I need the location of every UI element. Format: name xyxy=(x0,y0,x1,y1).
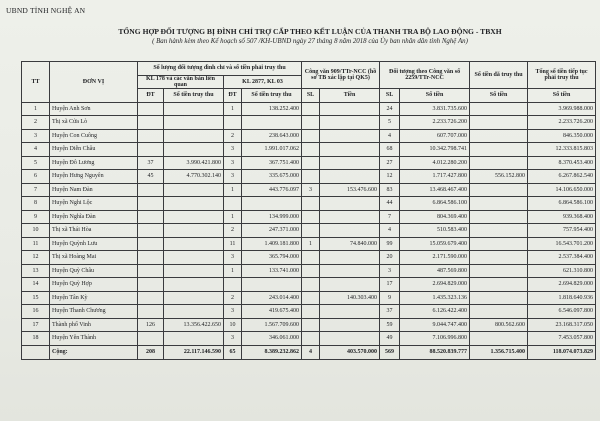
cell-kl2877-dt: 1 xyxy=(224,102,242,116)
cell-kl2877-dt: 3 xyxy=(224,251,242,265)
cell-cv2259-tien: 3.831.735.600 xyxy=(400,102,470,116)
cell-cv909-sl: 3 xyxy=(302,183,320,197)
cell-kl2877-tien: 419.675.400 xyxy=(242,305,302,319)
table-row xyxy=(22,278,596,292)
cell-kl2877-dt: 1 xyxy=(224,264,242,278)
header-sl: SL xyxy=(380,89,400,103)
header-sotien: Số tiền xyxy=(400,89,470,103)
cell-kl2877-tien xyxy=(242,116,302,130)
cell-kl178-dt xyxy=(138,183,164,197)
cell-cv2259-sl: 5 xyxy=(380,116,400,130)
cell-kl2877-tien: 247.371.000 xyxy=(242,224,302,238)
cell-kl178-dt xyxy=(138,237,164,251)
cell-tt: 10 xyxy=(22,224,50,238)
cell-da-truy-thu xyxy=(470,197,528,211)
cell-tt: 16 xyxy=(22,305,50,319)
cell-da-truy-thu xyxy=(470,251,528,265)
cell-tiep-tuc-truy-thu: 846.350.000 xyxy=(528,129,596,143)
cell-kl178-dt xyxy=(138,197,164,211)
table-row xyxy=(22,264,596,278)
cell-kl178-dt xyxy=(138,291,164,305)
cell-cv2259-tien: 2.694.829.000 xyxy=(400,278,470,292)
cell-kl2877-dt: 11 xyxy=(224,237,242,251)
cell-cv909-tien xyxy=(320,197,380,211)
cell-cv2259-sl: 68 xyxy=(380,143,400,157)
cell-kl2877-tien: 243.014.400 xyxy=(242,291,302,305)
cell-don-vi: Huyện Con Cuông xyxy=(50,129,138,143)
cell-kl178-tien xyxy=(164,183,224,197)
organization-name: UBND TỈNH NGHỆ AN xyxy=(6,6,86,15)
cell-tt: 5 xyxy=(22,156,50,170)
cell-kl178-tien xyxy=(164,210,224,224)
cell-kl178-tien xyxy=(164,264,224,278)
cell-kl178-tien xyxy=(164,143,224,157)
cell-don-vi: Huyện Nghĩa Đàn xyxy=(50,210,138,224)
cell-cv909-tien xyxy=(320,102,380,116)
cell-cv2259-sl: 37 xyxy=(380,305,400,319)
header-tien: Tiền xyxy=(320,89,380,103)
cell-don-vi: Huyện Đô Lương xyxy=(50,156,138,170)
header-donvi: ĐƠN VỊ xyxy=(50,62,138,103)
cell-cv909-sl xyxy=(302,291,320,305)
cell-cv2259-sl: 44 xyxy=(380,197,400,211)
cell-kl2877-tien xyxy=(242,197,302,211)
table-row xyxy=(22,251,596,265)
total-cell-tt xyxy=(22,345,50,359)
cell-kl178-tien xyxy=(164,224,224,238)
table-row xyxy=(22,210,596,224)
table-row xyxy=(22,291,596,305)
cell-cv2259-tien: 10.342.798.741 xyxy=(400,143,470,157)
cell-tt: 2 xyxy=(22,116,50,130)
header-group-dinh-chi: Số lượng đối tượng đình chỉ và số tiền phải truy thu xyxy=(138,62,302,76)
total-cell-cv909-sl: 4 xyxy=(302,345,320,359)
cell-kl2877-dt: 3 xyxy=(224,143,242,157)
cell-don-vi: Thị xã Cửa Lò xyxy=(50,116,138,130)
summary-table xyxy=(21,61,596,360)
cell-cv909-tien xyxy=(320,332,380,346)
cell-don-vi: Huyện Yên Thành xyxy=(50,332,138,346)
cell-cv2259-tien: 510.583.400 xyxy=(400,224,470,238)
cell-da-truy-thu xyxy=(470,237,528,251)
cell-cv2259-tien: 6.864.586.100 xyxy=(400,197,470,211)
table-row xyxy=(22,332,596,346)
cell-kl178-tien xyxy=(164,332,224,346)
cell-kl178-tien xyxy=(164,291,224,305)
cell-cv909-tien xyxy=(320,210,380,224)
cell-cv2259-sl: 27 xyxy=(380,156,400,170)
cell-kl178-dt: 45 xyxy=(138,170,164,184)
total-cell-kl178-dt: 208 xyxy=(138,345,164,359)
cell-kl178-tien xyxy=(164,305,224,319)
cell-don-vi: Huyện Nghi Lộc xyxy=(50,197,138,211)
cell-da-truy-thu xyxy=(470,224,528,238)
cell-kl2877-tien xyxy=(242,278,302,292)
total-cell-kl2877-dt: 65 xyxy=(224,345,242,359)
cell-cv909-sl xyxy=(302,197,320,211)
cell-cv909-sl xyxy=(302,210,320,224)
cell-tt: 18 xyxy=(22,332,50,346)
cell-cv2259-sl: 4 xyxy=(380,129,400,143)
cell-kl2877-tien: 346.061.000 xyxy=(242,332,302,346)
cell-kl2877-tien: 133.741.000 xyxy=(242,264,302,278)
cell-cv909-tien: 140.303.400 xyxy=(320,291,380,305)
cell-kl178-tien xyxy=(164,129,224,143)
cell-don-vi: Huyện Tân Kỳ xyxy=(50,291,138,305)
cell-cv909-sl xyxy=(302,116,320,130)
table-row xyxy=(22,116,596,130)
cell-cv2259-tien: 1.717.427.800 xyxy=(400,170,470,184)
cell-cv2259-tien: 2.233.726.200 xyxy=(400,116,470,130)
cell-cv2259-sl: 4 xyxy=(380,224,400,238)
cell-tt: 3 xyxy=(22,129,50,143)
cell-tt: 17 xyxy=(22,318,50,332)
cell-kl178-tien xyxy=(164,197,224,211)
cell-kl178-dt xyxy=(138,210,164,224)
cell-tiep-tuc-truy-thu: 2.233.726.200 xyxy=(528,116,596,130)
total-cell-cv2259-tien: 88.520.839.777 xyxy=(400,345,470,359)
document-subtitle: ( Ban hành kèm theo Kế hoạch số 507 /KH-UBND ngày 27 tháng 8 năm 2018 của Ủy ban nhân dân tỉnh Nghệ An) xyxy=(152,38,468,45)
cell-cv909-tien xyxy=(320,156,380,170)
cell-tt: 12 xyxy=(22,251,50,265)
header-sotien: Số tiền xyxy=(528,89,596,103)
cell-kl2877-dt xyxy=(224,116,242,130)
table-row xyxy=(22,237,596,251)
cell-da-truy-thu xyxy=(470,183,528,197)
cell-cv2259-sl: 49 xyxy=(380,332,400,346)
cell-kl2877-dt: 1 xyxy=(224,183,242,197)
total-cell-tiep-tuc-truy-thu: 118.074.073.829 xyxy=(528,345,596,359)
cell-kl2877-tien: 365.794.000 xyxy=(242,251,302,265)
cell-don-vi: Huyện Thanh Chương xyxy=(50,305,138,319)
header-kl2877: KL 2877, KL 03 xyxy=(224,75,302,89)
cell-kl2877-tien: 443.776.097 xyxy=(242,183,302,197)
total-cell-don-vi: Cộng: xyxy=(50,345,138,359)
cell-tiep-tuc-truy-thu: 23.168.317.050 xyxy=(528,318,596,332)
cell-tiep-tuc-truy-thu: 12.333.815.803 xyxy=(528,143,596,157)
cell-kl178-dt xyxy=(138,305,164,319)
cell-kl2877-dt: 2 xyxy=(224,224,242,238)
cell-tt: 15 xyxy=(22,291,50,305)
cell-da-truy-thu xyxy=(470,291,528,305)
table-body xyxy=(22,102,596,359)
cell-tt: 6 xyxy=(22,170,50,184)
total-cell-cv2259-sl: 569 xyxy=(380,345,400,359)
cell-kl178-dt xyxy=(138,251,164,265)
cell-cv909-sl xyxy=(302,318,320,332)
cell-don-vi: Thành phố Vinh xyxy=(50,318,138,332)
cell-da-truy-thu xyxy=(470,210,528,224)
cell-cv909-tien xyxy=(320,116,380,130)
cell-kl178-dt xyxy=(138,116,164,130)
cell-da-truy-thu: 800.562.600 xyxy=(470,318,528,332)
cell-tt: 1 xyxy=(22,102,50,116)
header-kl178: KL 178 và các văn bản liên quan xyxy=(138,75,224,89)
cell-don-vi: Huyện Anh Sơn xyxy=(50,102,138,116)
cell-don-vi: Huyện Quỳ Châu xyxy=(50,264,138,278)
cell-tt: 8 xyxy=(22,197,50,211)
cell-tt: 4 xyxy=(22,143,50,157)
cell-kl2877-dt: 3 xyxy=(224,332,242,346)
table-row xyxy=(22,224,596,238)
cell-kl178-dt xyxy=(138,332,164,346)
cell-tiep-tuc-truy-thu: 3.969.988.000 xyxy=(528,102,596,116)
cell-kl2877-dt: 1 xyxy=(224,210,242,224)
cell-da-truy-thu xyxy=(470,102,528,116)
cell-cv2259-tien: 1.435.323.136 xyxy=(400,291,470,305)
cell-tt: 14 xyxy=(22,278,50,292)
cell-cv2259-tien: 7.106.996.800 xyxy=(400,332,470,346)
cell-cv2259-sl: 12 xyxy=(380,170,400,184)
cell-tiep-tuc-truy-thu: 939.368.400 xyxy=(528,210,596,224)
cell-da-truy-thu xyxy=(470,156,528,170)
header-sotien-truythu: Số tiền truy thu xyxy=(164,89,224,103)
cell-da-truy-thu xyxy=(470,264,528,278)
cell-cv909-sl xyxy=(302,224,320,238)
cell-kl2877-tien: 238.643.000 xyxy=(242,129,302,143)
header-sotien-truythu: Số tiền truy thu xyxy=(242,89,302,103)
cell-tiep-tuc-truy-thu: 14.106.650.000 xyxy=(528,183,596,197)
cell-tiep-tuc-truy-thu: 8.370.453.400 xyxy=(528,156,596,170)
table-row xyxy=(22,197,596,211)
cell-da-truy-thu xyxy=(470,332,528,346)
cell-cv909-sl xyxy=(302,332,320,346)
cell-kl2877-dt: 2 xyxy=(224,129,242,143)
cell-cv2259-sl: 24 xyxy=(380,102,400,116)
cell-kl178-dt xyxy=(138,264,164,278)
header-dt: ĐT xyxy=(138,89,164,103)
cell-cv909-sl xyxy=(302,156,320,170)
cell-don-vi: Huyện Quỳ Hợp xyxy=(50,278,138,292)
cell-cv2259-tien: 487.569.800 xyxy=(400,264,470,278)
total-cell-da-truy-thu: 1.356.715.400 xyxy=(470,345,528,359)
cell-kl2877-tien: 1.991.017.062 xyxy=(242,143,302,157)
cell-cv909-tien xyxy=(320,305,380,319)
cell-don-vi: Huyện Diễn Châu xyxy=(50,143,138,157)
cell-tt: 7 xyxy=(22,183,50,197)
cell-tiep-tuc-truy-thu: 6.546.097.800 xyxy=(528,305,596,319)
cell-cv2259-tien: 13.468.467.400 xyxy=(400,183,470,197)
table-row xyxy=(22,129,596,143)
header-da-truy-thu: Số tiền đã truy thu xyxy=(470,62,528,89)
table-row xyxy=(22,102,596,116)
cell-cv909-sl xyxy=(302,305,320,319)
cell-kl178-tien: 13.356.422.650 xyxy=(164,318,224,332)
cell-kl2877-tien: 335.675.000 xyxy=(242,170,302,184)
cell-kl2877-dt: 3 xyxy=(224,156,242,170)
cell-tiep-tuc-truy-thu: 2.537.384.400 xyxy=(528,251,596,265)
cell-kl2877-tien: 134.999.000 xyxy=(242,210,302,224)
cell-cv2259-tien: 2.171.590.000 xyxy=(400,251,470,265)
cell-cv2259-sl: 83 xyxy=(380,183,400,197)
cell-kl178-dt: 126 xyxy=(138,318,164,332)
cell-cv909-tien xyxy=(320,170,380,184)
cell-tt: 9 xyxy=(22,210,50,224)
cell-cv2259-tien: 6.126.422.400 xyxy=(400,305,470,319)
cell-tiep-tuc-truy-thu: 1.818.640.936 xyxy=(528,291,596,305)
cell-tiep-tuc-truy-thu: 621.310.800 xyxy=(528,264,596,278)
cell-don-vi: Huyện Nam Đàn xyxy=(50,183,138,197)
header-group-cv2259: Đối tượng theo Công văn số 2259/TTr-NCC xyxy=(380,62,470,89)
cell-cv909-tien xyxy=(320,143,380,157)
cell-tiep-tuc-truy-thu: 6.267.862.540 xyxy=(528,170,596,184)
cell-kl178-dt xyxy=(138,129,164,143)
cell-cv909-sl xyxy=(302,143,320,157)
cell-da-truy-thu xyxy=(470,143,528,157)
cell-tiep-tuc-truy-thu: 6.864.586.100 xyxy=(528,197,596,211)
cell-tt: 11 xyxy=(22,237,50,251)
total-cell-cv909-tien: 403.570.000 xyxy=(320,345,380,359)
cell-kl2877-tien: 1.409.181.800 xyxy=(242,237,302,251)
cell-kl178-tien xyxy=(164,251,224,265)
cell-da-truy-thu xyxy=(470,305,528,319)
cell-da-truy-thu: 556.152.800 xyxy=(470,170,528,184)
header-sl: SL xyxy=(302,89,320,103)
cell-kl2877-dt: 3 xyxy=(224,305,242,319)
cell-cv909-sl xyxy=(302,129,320,143)
cell-cv909-sl xyxy=(302,170,320,184)
cell-cv2259-tien: 804.369.400 xyxy=(400,210,470,224)
cell-da-truy-thu xyxy=(470,116,528,130)
cell-da-truy-thu xyxy=(470,129,528,143)
cell-cv909-tien xyxy=(320,251,380,265)
cell-cv909-sl xyxy=(302,102,320,116)
cell-cv909-sl: 1 xyxy=(302,237,320,251)
cell-cv2259-tien: 9.044.747.400 xyxy=(400,318,470,332)
cell-kl178-tien: 3.990.421.800 xyxy=(164,156,224,170)
cell-cv2259-tien: 4.012.280.200 xyxy=(400,156,470,170)
cell-cv909-tien xyxy=(320,129,380,143)
cell-kl178-tien xyxy=(164,278,224,292)
document-title: TỔNG HỢP ĐỐI TƯỢNG BỊ ĐÌNH CHỈ TRỢ CẤP THEO KẾT LUẬN CỦA THANH TRA BỘ LAO ĐỘNG - TBXH xyxy=(118,27,502,36)
header-dt: ĐT xyxy=(224,89,242,103)
table-row xyxy=(22,156,596,170)
cell-cv909-sl xyxy=(302,264,320,278)
cell-cv909-tien xyxy=(320,318,380,332)
cell-cv2259-sl: 9 xyxy=(380,291,400,305)
cell-cv2259-tien: 15.059.679.400 xyxy=(400,237,470,251)
cell-kl178-tien: 4.770.302.140 xyxy=(164,170,224,184)
table-row xyxy=(22,170,596,184)
cell-kl2877-tien: 138.252.400 xyxy=(242,102,302,116)
cell-kl178-tien xyxy=(164,237,224,251)
total-cell-kl178-tien: 22.117.146.590 xyxy=(164,345,224,359)
cell-tiep-tuc-truy-thu: 757.954.400 xyxy=(528,224,596,238)
cell-cv909-tien: 153.476.600 xyxy=(320,183,380,197)
table-row xyxy=(22,143,596,157)
cell-kl178-tien xyxy=(164,116,224,130)
table-row xyxy=(22,318,596,332)
cell-tiep-tuc-truy-thu: 7.453.057.800 xyxy=(528,332,596,346)
cell-cv2259-sl: 20 xyxy=(380,251,400,265)
cell-kl2877-dt xyxy=(224,197,242,211)
cell-cv2259-sl: 7 xyxy=(380,210,400,224)
header-tiep-tuc-truy-thu: Tổng số tiền tiếp tục phải truy thu xyxy=(528,62,596,89)
cell-tiep-tuc-truy-thu: 2.694.829.000 xyxy=(528,278,596,292)
cell-don-vi: Huyện Quỳnh Lưu xyxy=(50,237,138,251)
cell-cv2259-sl: 59 xyxy=(380,318,400,332)
cell-tt: 13 xyxy=(22,264,50,278)
cell-cv2259-sl: 3 xyxy=(380,264,400,278)
cell-cv2259-sl: 17 xyxy=(380,278,400,292)
cell-cv909-tien: 74.840.000 xyxy=(320,237,380,251)
table-row xyxy=(22,183,596,197)
total-cell-kl2877-tien: 8.389.232.862 xyxy=(242,345,302,359)
cell-da-truy-thu xyxy=(470,278,528,292)
cell-don-vi: Huyện Hưng Nguyên xyxy=(50,170,138,184)
cell-kl2877-dt xyxy=(224,278,242,292)
cell-kl2877-dt: 10 xyxy=(224,318,242,332)
header-sotien: Số tiền xyxy=(470,89,528,103)
cell-cv909-tien xyxy=(320,278,380,292)
cell-cv909-sl xyxy=(302,278,320,292)
cell-kl178-tien xyxy=(164,102,224,116)
cell-kl2877-dt: 2 xyxy=(224,291,242,305)
cell-kl178-dt: 37 xyxy=(138,156,164,170)
header-group-cv909: Công văn 909/TTr-NCC (hồ sơ TB xác lập tại QK5) xyxy=(302,62,380,89)
cell-kl2877-dt: 3 xyxy=(224,170,242,184)
table-total-row xyxy=(22,345,596,359)
cell-tiep-tuc-truy-thu: 16.543.701.200 xyxy=(528,237,596,251)
cell-don-vi: Thị xã Hoàng Mai xyxy=(50,251,138,265)
cell-cv2259-sl: 99 xyxy=(380,237,400,251)
cell-kl2877-tien: 1.567.709.600 xyxy=(242,318,302,332)
cell-kl178-dt xyxy=(138,224,164,238)
cell-kl178-dt xyxy=(138,102,164,116)
cell-cv2259-tien: 607.707.000 xyxy=(400,129,470,143)
cell-cv909-tien xyxy=(320,224,380,238)
cell-cv909-tien xyxy=(320,264,380,278)
cell-kl178-dt xyxy=(138,143,164,157)
table-row xyxy=(22,305,596,319)
cell-don-vi: Thị xã Thái Hòa xyxy=(50,224,138,238)
cell-kl178-dt xyxy=(138,278,164,292)
header-tt: TT xyxy=(22,62,50,103)
cell-kl2877-tien: 367.751.400 xyxy=(242,156,302,170)
cell-cv909-sl xyxy=(302,251,320,265)
